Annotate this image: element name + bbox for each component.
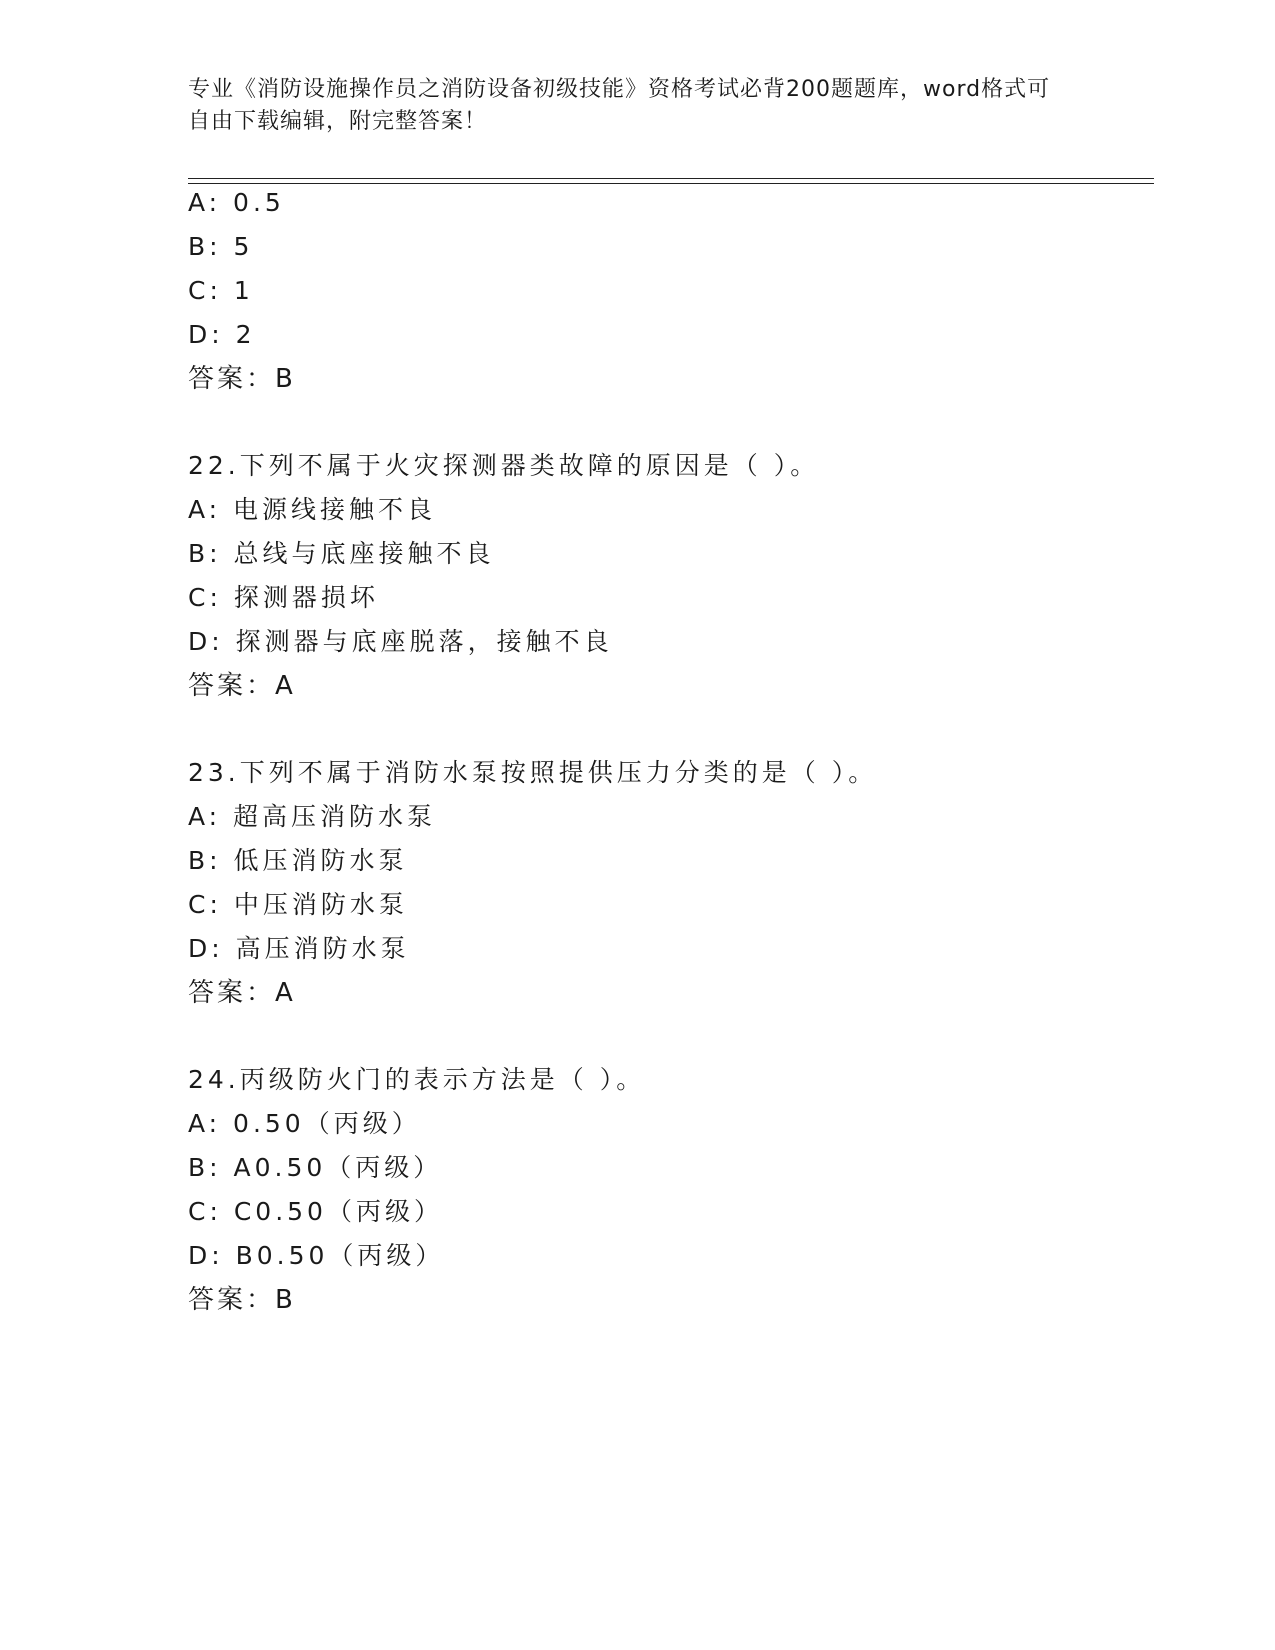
q24-question: 24.丙级防火门的表示方法是（ ）。	[188, 1065, 646, 1094]
q24-option-a: A: 0.50（丙级）	[188, 1109, 421, 1138]
header-divider-top	[188, 178, 1154, 179]
q21-option-d: D: 2	[188, 320, 256, 349]
q21-option-a: A: 0.5	[188, 188, 285, 217]
q23-answer: 答案：A	[188, 978, 296, 1008]
q23-option-c: C: 中压消防水泵	[188, 890, 408, 919]
q24-option-c: C: C0.50（丙级）	[188, 1197, 443, 1226]
q21-answer: 答案：B	[188, 364, 296, 394]
q21-option-c: C: 1	[188, 276, 254, 305]
q23-option-d: D: 高压消防水泵	[188, 934, 410, 963]
q24-option-b: B: A0.50（丙级）	[188, 1153, 443, 1182]
q24-answer: 答案：B	[188, 1285, 296, 1315]
header-divider-bottom	[188, 183, 1154, 184]
q23-option-a: A: 超高压消防水泵	[188, 802, 437, 831]
q22-answer: 答案：A	[188, 671, 296, 701]
q22-question: 22.下列不属于火灾探测器类故障的原因是（ ）。	[188, 451, 820, 480]
q22-option-d: D: 探测器与底座脱落，接触不良	[188, 627, 613, 656]
q24-option-d: D: B0.50（丙级）	[188, 1241, 445, 1270]
q22-option-c: C: 探测器损坏	[188, 583, 379, 612]
q23-question: 23.下列不属于消防水泵按照提供压力分类的是（ ）。	[188, 758, 878, 787]
q23-option-b: B: 低压消防水泵	[188, 846, 408, 875]
document-header-title: 专业《消防设施操作员之消防设备初级技能》资格考试必背200题题库，word格式可自由下载编辑，附完整答案！	[188, 77, 1051, 134]
q22-option-a: A: 电源线接触不良	[188, 495, 437, 524]
q21-option-b: B: 5	[188, 232, 254, 261]
q22-option-b: B: 总线与底座接触不良	[188, 539, 495, 568]
